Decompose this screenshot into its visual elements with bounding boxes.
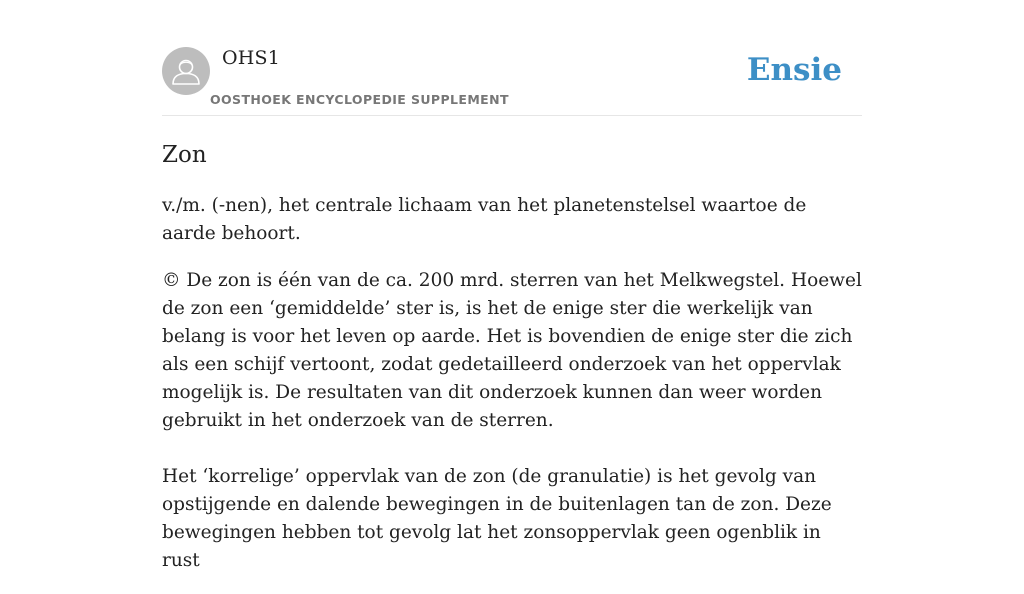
source-avatar[interactable] [162, 47, 210, 95]
source-code[interactable]: OHS1 [222, 47, 281, 69]
article-paragraph: Het ‘korrelige’ oppervlak van de zon (de granulatie) is het gevolg van opstijgende en dalende bewegingen in de buitenlagen tan de zon. Deze bewegingen hebben tot gevolg lat het zonsoppervlak geen ogenblik in rust [162, 466, 832, 571]
article-body [162, 192, 862, 594]
article-paragraph: v./m. (-nen), het centrale lichaam van het planetenstelsel waartoe de aarde behoort. [162, 195, 807, 244]
article-title: Zon [162, 142, 207, 168]
source-header [162, 0, 862, 116]
ensie-logo-link[interactable]: Ensie [746, 52, 842, 88]
article-paragraph: © De zon is één van de ca. 200 mrd. sterren van het Melkwegstel. Hoewel de zon een ‘gemiddelde’ ster is, is het de enige ster die werkelijk van belang is voor het leven op aarde. Het is bovendien de enige ster die zich als een schijf vertoont, zodat gedetailleerd onderzoek van het oppervlak mogelijk is. De resultaten van dit onderzoek kunnen dan weer worden gebruikt in het onderzoek van de sterren. [162, 270, 862, 431]
source-name[interactable]: OOSTHOEK ENCYCLOPEDIE SUPPLEMENT [210, 92, 509, 107]
user-silhouette-icon [162, 47, 210, 95]
content-column [162, 0, 862, 571]
